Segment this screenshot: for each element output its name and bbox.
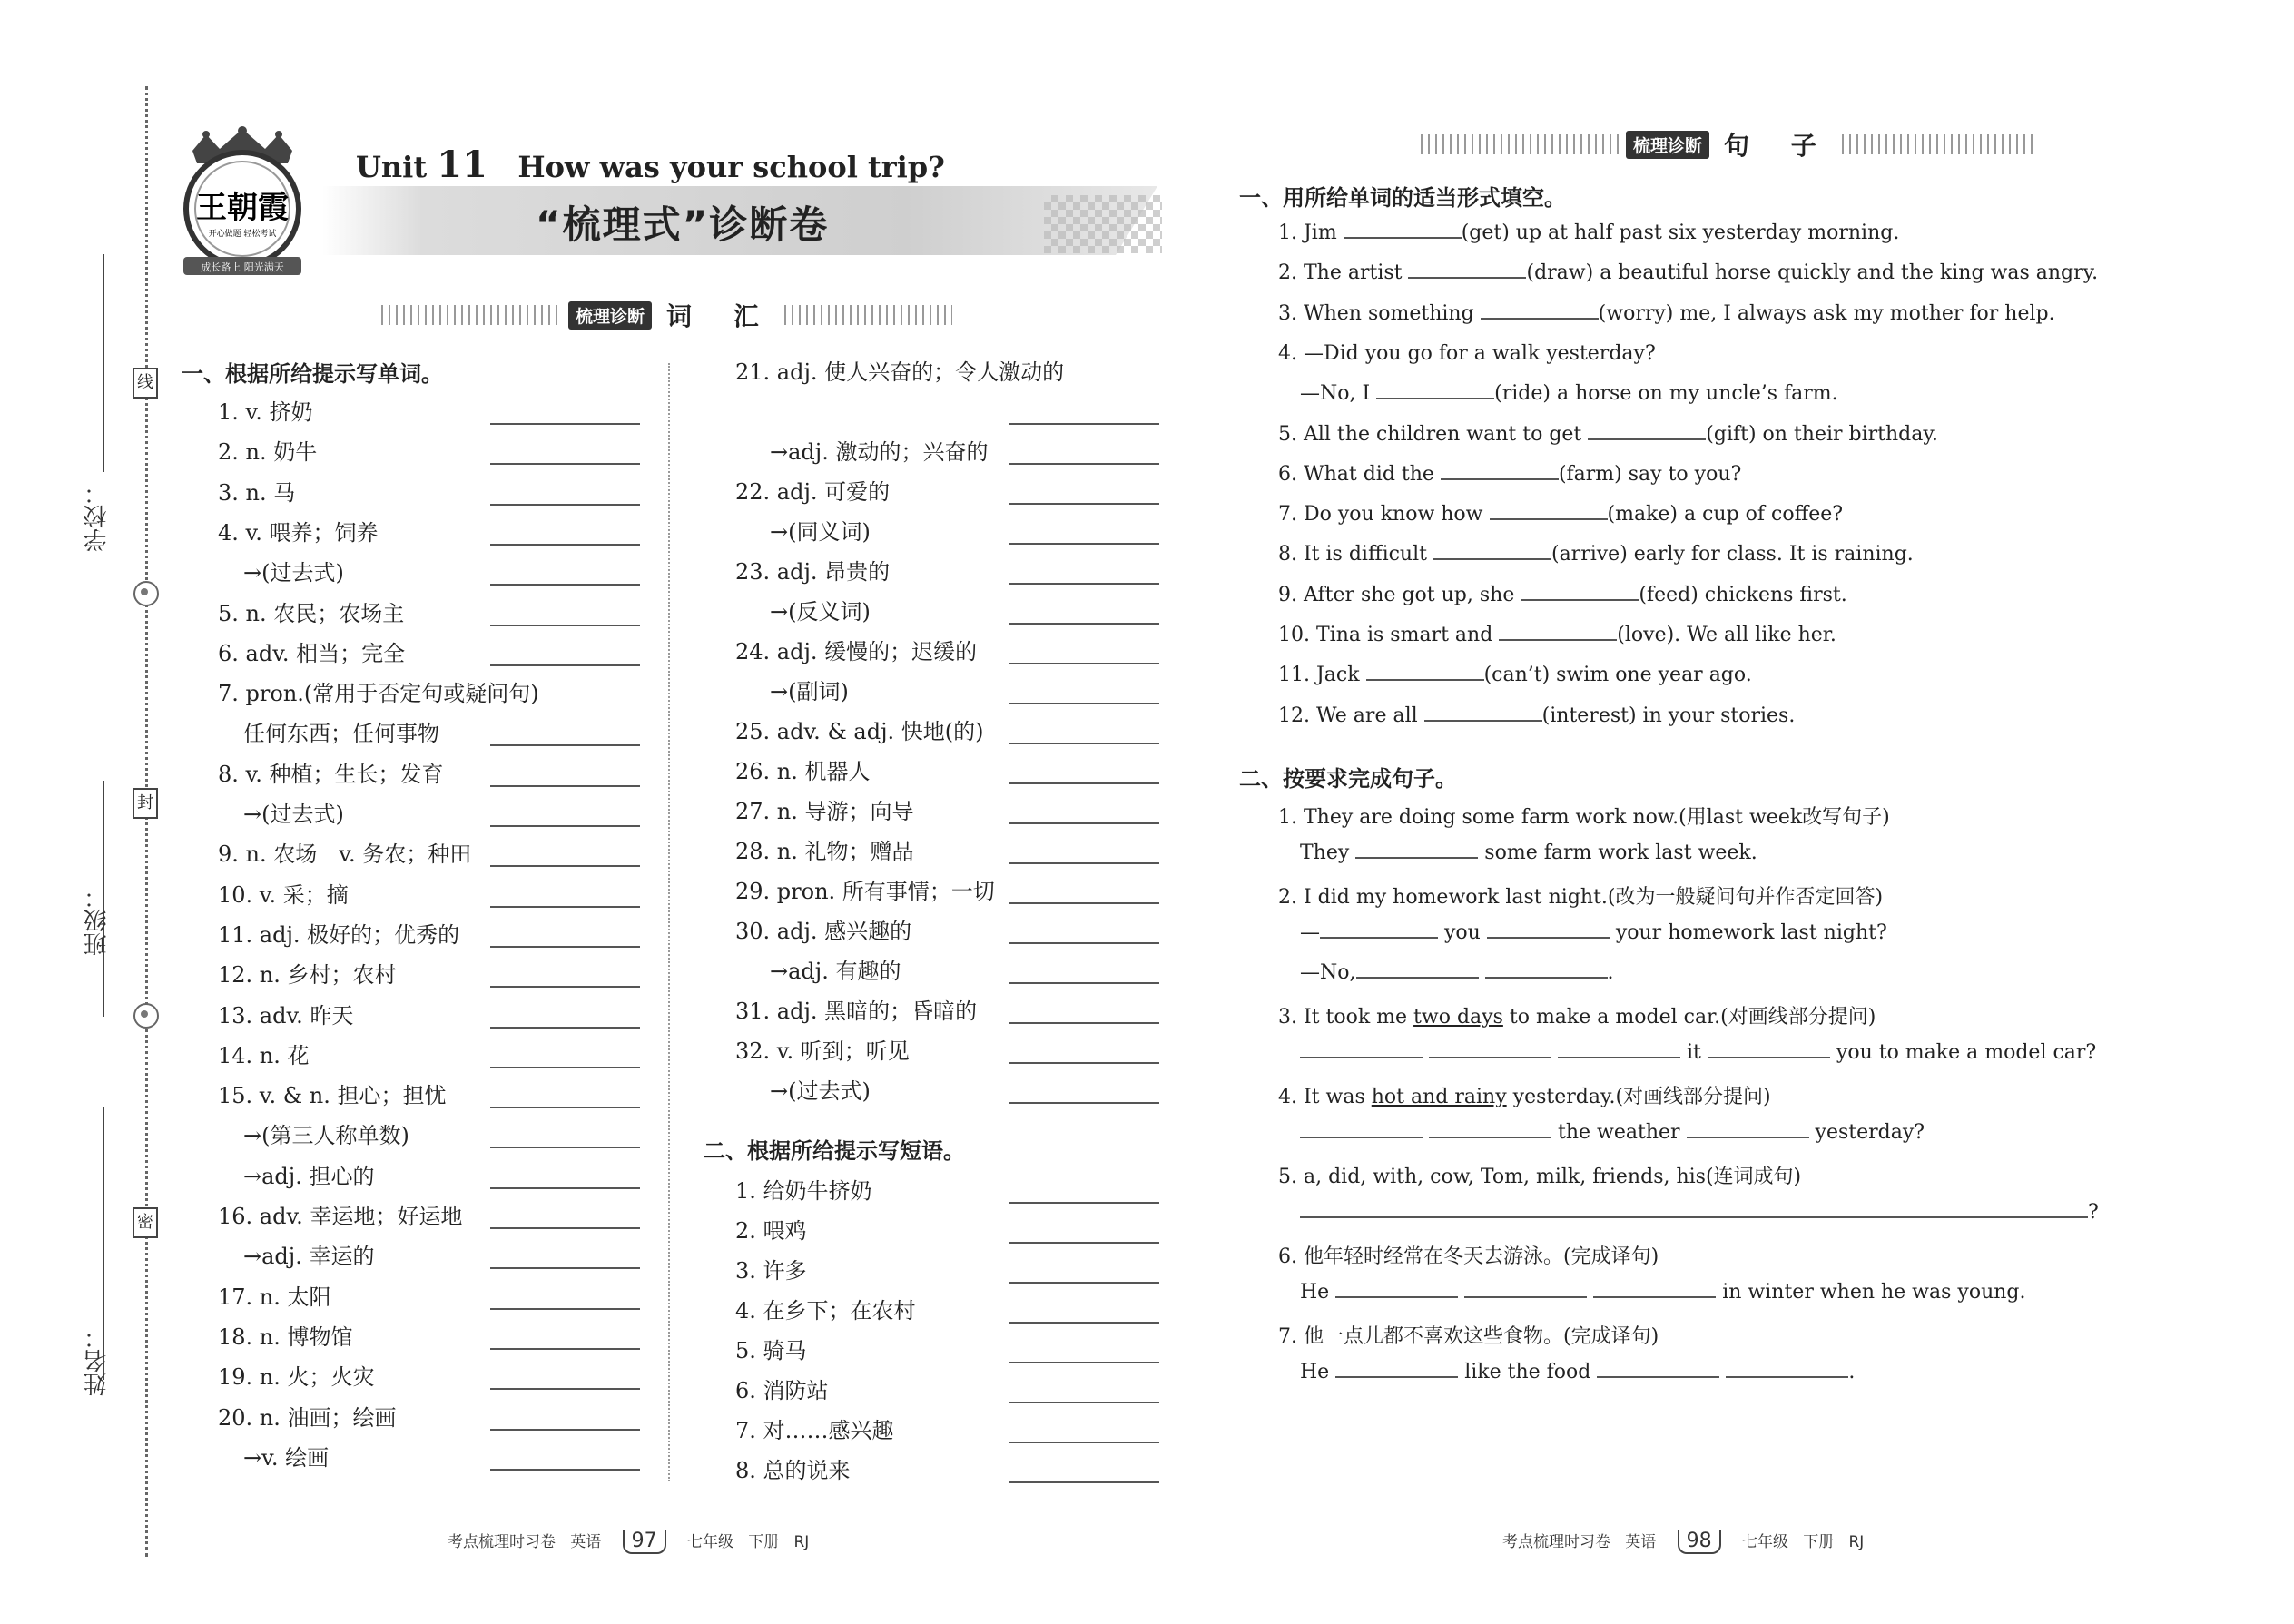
- answer-line[interactable]: [490, 1429, 640, 1431]
- answer-line[interactable]: [490, 946, 640, 948]
- q4-answer-end: yesterday?: [1815, 1121, 1925, 1144]
- answer-line[interactable]: [490, 1147, 640, 1148]
- answer-line[interactable]: [1009, 822, 1159, 824]
- answer-line[interactable]: [1009, 1442, 1159, 1443]
- fill-sentence: [1278, 221, 1899, 244]
- answer-blank[interactable]: [1355, 856, 1478, 859]
- answer-line[interactable]: [490, 584, 640, 586]
- answer-line[interactable]: [1009, 503, 1159, 505]
- footer-subject: 英语: [570, 1533, 602, 1551]
- answer-blank[interactable]: [1335, 1375, 1458, 1378]
- vocab-item-label: 6. adv. 相当；完全: [218, 640, 406, 666]
- section-title: 句 子: [1724, 131, 1833, 161]
- word-hint: (gift) on their birthday.: [1706, 422, 1938, 446]
- vocab-item-label: 16. adv. 幸运地；好运地: [218, 1204, 463, 1229]
- vocab-item-label: →adj. 有趣的: [770, 959, 901, 984]
- q7-answer-row: [1300, 1361, 1855, 1383]
- q3-prompt-end: to make a model car.(对画线部分提问): [1502, 1006, 1876, 1029]
- stripes-decoration: [381, 305, 563, 325]
- answer-line[interactable]: [1009, 543, 1159, 545]
- word-hint: (get) up at half past six yesterday morning.: [1461, 221, 1900, 244]
- vocab-item-label: →adj. 幸运的: [243, 1244, 375, 1270]
- vocab-item-label: 23. adj. 昂贵的: [735, 559, 891, 585]
- vocab-section-header: [381, 300, 952, 330]
- word-hint: (make) a cup of coffee?: [1607, 503, 1844, 527]
- answer-line[interactable]: [490, 906, 640, 908]
- binding-dotted-line: [145, 86, 148, 1557]
- answer-line[interactable]: [1009, 1481, 1159, 1483]
- footer-grade: 七年级: [687, 1533, 734, 1551]
- fill-sentence: [1278, 584, 1847, 606]
- answer-blank[interactable]: [1490, 517, 1608, 520]
- sentence-start: 6. What did the: [1278, 462, 1434, 486]
- q5-answer-row: [1300, 1201, 2099, 1224]
- answer-line[interactable]: [1009, 1022, 1159, 1024]
- fill-sentence: [1278, 463, 1741, 486]
- q2-prompt: 2. I did my homework last night.(改为一般疑问句并作否定回答): [1278, 886, 1884, 909]
- vocab-item-label: →adj. 激动的；兴奋的: [770, 439, 989, 465]
- footer-edition: RJ: [1848, 1533, 1865, 1551]
- word-hint: (interest) in your stories.: [1541, 704, 1796, 727]
- answer-line[interactable]: [490, 785, 640, 787]
- q4-underlined: hot and rainy: [1371, 1086, 1507, 1108]
- sentence-start: 12. We are all: [1278, 704, 1418, 727]
- sentence-start: 9. After she got up, she: [1278, 583, 1515, 606]
- answer-blank[interactable]: [1499, 638, 1617, 641]
- binding-hole: [133, 1003, 159, 1029]
- fill-sentence: [1300, 382, 1838, 405]
- fill-sentence: [1278, 503, 1843, 526]
- word-hint: (farm) say to you?: [1558, 462, 1742, 486]
- answer-blank[interactable]: [1408, 276, 1526, 279]
- class-label: 班级：: [84, 885, 111, 956]
- answer-line[interactable]: [490, 1227, 640, 1229]
- vocab-item-label: 7. pron.(常用于否定句或疑问句): [218, 681, 539, 707]
- answer-line[interactable]: [1009, 1202, 1159, 1204]
- section-title: 词 汇: [666, 301, 775, 331]
- phrase-item-label: 2. 喂鸡: [735, 1218, 807, 1244]
- answer-blank[interactable]: [1366, 678, 1484, 681]
- unit-prefix: Unit: [356, 150, 428, 184]
- q2-no: —No,: [1300, 961, 1356, 984]
- vocab-item-label: 25. adv. & adj. 快地(的): [735, 719, 984, 744]
- sentence-start: 7. Do you know how: [1278, 503, 1483, 527]
- vocab-item-label: 8. v. 种植；生长；发育: [218, 761, 444, 787]
- vocab-item-label: 22. adj. 可爱的: [735, 479, 891, 505]
- stripes-decoration: [784, 305, 952, 325]
- answer-line[interactable]: [1009, 583, 1159, 585]
- period: .: [1607, 961, 1614, 984]
- sentence-start: 8. It is difficult: [1278, 543, 1427, 566]
- answer-line[interactable]: [490, 1027, 640, 1029]
- page-number: 98: [1678, 1530, 1721, 1554]
- answer-line[interactable]: [490, 865, 640, 867]
- vocab-item-label: 13. adv. 昨天: [218, 1002, 354, 1029]
- sentence-part2-heading: 二、按要求完成句子。: [1239, 766, 1457, 792]
- page-title: “梳理式”诊断卷: [536, 202, 830, 247]
- answer-line[interactable]: [490, 1187, 640, 1189]
- answer-line[interactable]: [490, 504, 640, 506]
- answer-line[interactable]: [1009, 902, 1159, 904]
- answer-line[interactable]: [1009, 1242, 1159, 1244]
- answer-blank[interactable]: [1429, 1136, 1551, 1138]
- q1-answer-start: They: [1300, 842, 1350, 864]
- answer-blank[interactable]: [1300, 1216, 2088, 1218]
- fill-sentence: [1278, 704, 1795, 727]
- vocab-item-label: 29. pron. 所有事情；一切: [735, 879, 995, 904]
- answer-blank[interactable]: [1433, 557, 1551, 560]
- vocab-item-label: 4. v. 喂养；饲养: [218, 519, 379, 546]
- fill-sentence: [1278, 423, 1938, 446]
- q5-prompt: 5. a, did, with, cow, Tom, milk, friends, his(连词成句): [1278, 1166, 1802, 1188]
- answer-line[interactable]: [490, 1308, 640, 1310]
- answer-blank[interactable]: [1558, 1056, 1680, 1058]
- answer-line[interactable]: [1009, 743, 1159, 744]
- answer-line[interactable]: [1009, 1282, 1159, 1284]
- word-hint: (arrive) early for class. It is raining.: [1551, 543, 1914, 566]
- q6-answer-end: in winter when he was young.: [1722, 1281, 2026, 1304]
- vocab-item-label: 19. n. 火；火灾: [218, 1364, 375, 1391]
- answer-blank[interactable]: [1521, 598, 1639, 601]
- vocab-item-label: 1. v. 挤奶: [218, 399, 313, 425]
- q6-answer-row: [1300, 1281, 2026, 1304]
- answer-blank[interactable]: [1481, 317, 1599, 320]
- bind-char-xian: 线: [133, 368, 158, 399]
- answer-line[interactable]: [1009, 1362, 1159, 1363]
- answer-blank[interactable]: [1464, 1295, 1587, 1298]
- footer-grade: 七年级: [1742, 1533, 1789, 1551]
- q2-answer-row2: [1300, 961, 1614, 984]
- answer-blank[interactable]: [1597, 1375, 1719, 1378]
- q3-answer-end: you to make a model car?: [1836, 1041, 2097, 1064]
- q6-prompt: 6. 他年轻时经常在冬天去游泳。(完成译句): [1278, 1245, 1659, 1268]
- q3-prompt: [1278, 1001, 1876, 1029]
- answer-line[interactable]: [490, 664, 640, 666]
- footer-series: 考点梳理时习卷: [448, 1533, 556, 1551]
- vocab-part2-heading: 二、根据所给提示写短语。: [704, 1138, 965, 1164]
- vocab-item-label: 14. n. 花: [218, 1042, 310, 1068]
- answer-blank[interactable]: [1726, 1375, 1848, 1378]
- answer-blank[interactable]: [1487, 936, 1610, 939]
- answer-line[interactable]: [490, 1267, 640, 1269]
- footer-subject: 英语: [1625, 1533, 1657, 1551]
- footer-edition: RJ: [793, 1533, 810, 1551]
- period: .: [1848, 1361, 1856, 1383]
- word-hint: (can’t) swim one year ago.: [1483, 664, 1752, 687]
- unit-number: 11: [437, 143, 487, 186]
- answer-blank[interactable]: [1376, 397, 1494, 399]
- logo-name: 王朝霞: [196, 190, 289, 226]
- vocab-item-label: 9. n. 农场 v. 务农；种田: [218, 842, 472, 868]
- sentence-start: 10. Tina is smart and: [1278, 624, 1493, 646]
- answer-line[interactable]: [1009, 703, 1159, 704]
- vocab-item-label: →adj. 担心的: [243, 1163, 375, 1189]
- vocab-item-label: 21. adj. 使人兴奋的；令人激动的: [735, 359, 1065, 385]
- vocab-item-label: 15. v. & n. 担心；担忧: [218, 1083, 447, 1109]
- answer-line[interactable]: [1009, 623, 1159, 625]
- phrase-item-label: 1. 给奶牛挤奶: [735, 1178, 872, 1204]
- word-hint: (worry) me, I always ask my mother for help.: [1598, 301, 2055, 325]
- vocab-item-label: 2. n. 奶牛: [218, 439, 318, 466]
- answer-line[interactable]: [490, 1107, 640, 1108]
- fill-sentence: [1278, 261, 2098, 284]
- word-hint: (ride) a horse on my uncle’s farm.: [1494, 382, 1838, 406]
- school-line: [103, 254, 104, 472]
- school-label: 学校：: [84, 481, 111, 552]
- sentence-start: 4. —Did you go for a walk yesterday?: [1278, 341, 1656, 365]
- vocab-item-label: 3. n. 马: [218, 479, 296, 506]
- logo-tagline: 开心做题 轻松考试: [208, 230, 277, 239]
- vocab-item-label: →(反义词): [770, 599, 871, 625]
- q1-prompt: 1. They are doing some farm work now.(用last week改写句子): [1278, 806, 1890, 829]
- sentence-start: 11. Jack: [1278, 664, 1360, 687]
- q3-mid-word: it: [1687, 1041, 1701, 1064]
- logo-ribbon: 成长路上 阳光满天: [201, 261, 284, 273]
- binding-hole: [133, 581, 159, 606]
- word-hint: (draw) a beautiful horse quickly and the king was angry.: [1526, 261, 2099, 285]
- sentence-start: 2. The artist: [1278, 261, 1403, 285]
- question-mark: ?: [2088, 1201, 2099, 1224]
- answer-blank[interactable]: [1708, 1056, 1830, 1058]
- vocab-item-label: 26. n. 机器人: [735, 759, 871, 784]
- vocab-item-label: →(第三人称单数): [243, 1123, 409, 1149]
- answer-line[interactable]: [490, 544, 640, 546]
- vocab-item-label: 11. adj. 极好的；优秀的: [218, 921, 460, 948]
- bind-char-mi: 密: [133, 1207, 158, 1238]
- phrase-item-label: 5. 骑马: [735, 1338, 807, 1363]
- answer-line[interactable]: [1009, 423, 1159, 425]
- vocab-item-label: →(过去式): [770, 1078, 871, 1104]
- answer-line[interactable]: [490, 1067, 640, 1068]
- vocab-item-label: →(过去式): [243, 560, 344, 586]
- answer-line[interactable]: [490, 825, 640, 827]
- footer-volume: 下册: [1803, 1533, 1835, 1551]
- answer-blank[interactable]: [1441, 477, 1559, 480]
- fill-sentence: [1278, 342, 1656, 365]
- q1-answer-end: some farm work last week.: [1484, 842, 1757, 864]
- answer-blank[interactable]: [1356, 976, 1479, 979]
- answer-line[interactable]: [490, 1469, 640, 1471]
- vocab-item-label: 任何东西；任何事物: [243, 721, 439, 747]
- phrase-item-label: 3. 许多: [735, 1258, 807, 1284]
- answer-line[interactable]: [1009, 663, 1159, 664]
- vocab-item-label: 20. n. 油画；绘画: [218, 1404, 397, 1431]
- footer-right: [1502, 1529, 1864, 1554]
- footer-left: [448, 1529, 809, 1554]
- footer-series: 考点梳理时习卷: [1502, 1533, 1610, 1551]
- unit-name: How was your school trip?: [517, 150, 945, 184]
- answer-line[interactable]: [490, 423, 640, 425]
- answer-line[interactable]: [490, 986, 640, 988]
- sentence-start: 3. When something: [1278, 301, 1474, 325]
- section-tag: 梳理诊断: [1626, 131, 1709, 159]
- q3-prompt-start: 3. It took me: [1278, 1006, 1414, 1029]
- q3-underlined: two days: [1413, 1006, 1503, 1029]
- answer-blank[interactable]: [1335, 1295, 1458, 1298]
- q4-mid-word: the weather: [1558, 1121, 1680, 1144]
- banner-checker-pattern: [1044, 195, 1162, 253]
- fill-sentence: [1278, 543, 1914, 566]
- brand-logo: [165, 125, 320, 280]
- bind-char-feng: 封: [133, 788, 158, 819]
- answer-line[interactable]: [490, 744, 640, 746]
- unit-title: [356, 143, 945, 186]
- answer-line[interactable]: [1009, 782, 1159, 784]
- sentence-start: —No, I: [1300, 382, 1371, 406]
- vocab-item-label: 5. n. 农民；农场主: [218, 600, 405, 626]
- answer-line[interactable]: [1009, 1062, 1159, 1064]
- answer-blank[interactable]: [1344, 236, 1462, 239]
- answer-blank[interactable]: [1588, 438, 1706, 440]
- vocab-item-label: →(同义词): [770, 519, 871, 545]
- phrase-item-label: 8. 总的说来: [735, 1458, 851, 1483]
- name-label: 姓名：: [84, 1325, 111, 1396]
- answer-line[interactable]: [1009, 942, 1159, 944]
- q4-prompt-end: yesterday.(对画线部分提问): [1506, 1086, 1771, 1108]
- stripes-decoration: [1421, 134, 1620, 154]
- fill-sentence: [1278, 664, 1752, 686]
- answer-blank[interactable]: [1300, 1056, 1423, 1058]
- q1-answer-row: [1300, 842, 1757, 864]
- page-number: 97: [623, 1530, 666, 1554]
- dash: —: [1300, 921, 1320, 944]
- answer-line[interactable]: [1009, 1402, 1159, 1403]
- q4-prompt: [1278, 1081, 1771, 1109]
- word-hint: (love). We all like her.: [1617, 624, 1836, 646]
- answer-line[interactable]: [490, 625, 640, 626]
- answer-blank[interactable]: [1593, 1295, 1716, 1298]
- vocab-item-label: 31. adj. 黑暗的；昏暗的: [735, 999, 978, 1024]
- answer-blank[interactable]: [1485, 976, 1608, 979]
- vocab-part1-heading: 一、根据所给提示写单词。: [182, 361, 443, 387]
- section-tag: 梳理诊断: [568, 301, 652, 330]
- vocab-item-label: 17. n. 太阳: [218, 1284, 331, 1310]
- vocab-item-label: 32. v. 听到；听见: [735, 1038, 910, 1064]
- answer-line[interactable]: [490, 463, 640, 465]
- answer-line[interactable]: [1009, 463, 1159, 465]
- sentence-start: 5. All the children want to get: [1278, 422, 1582, 446]
- vocab-item-label: 12. n. 乡村；农村: [218, 962, 397, 989]
- sentence-part1-heading: 一、用所给单词的适当形式填空。: [1239, 185, 1566, 211]
- phrase-item-label: 7. 对……感兴趣: [735, 1418, 894, 1443]
- q3-answer-row: [1300, 1041, 2096, 1064]
- answer-blank[interactable]: [1320, 936, 1438, 939]
- vocab-item-label: 10. v. 采；摘: [218, 881, 349, 908]
- fill-sentence: [1278, 624, 1836, 646]
- answer-blank[interactable]: [1300, 1136, 1423, 1138]
- sentence-start: 1. Jim: [1278, 221, 1337, 244]
- q6-answer-start: He: [1300, 1281, 1330, 1304]
- vocab-item-label: →(过去式): [243, 802, 344, 827]
- vocab-item-label: 28. n. 礼物；赠品: [735, 839, 914, 864]
- answer-blank[interactable]: [1429, 1056, 1551, 1058]
- answer-line[interactable]: [1009, 1102, 1159, 1104]
- vocab-item-label: →(副词): [770, 679, 849, 704]
- q7-mid-words: like the food: [1464, 1361, 1591, 1383]
- answer-line[interactable]: [1009, 1322, 1159, 1324]
- answer-blank[interactable]: [1687, 1136, 1809, 1138]
- q7-answer-start: He: [1300, 1361, 1330, 1383]
- q7-prompt: 7. 他一点儿都不喜欢这些食物。(完成译句): [1278, 1325, 1659, 1348]
- answer-line[interactable]: [1009, 982, 1159, 984]
- phrase-item-label: 6. 消防站: [735, 1378, 829, 1403]
- answer-line[interactable]: [490, 1388, 640, 1390]
- answer-blank[interactable]: [1424, 719, 1542, 722]
- stripes-decoration: [1842, 134, 2037, 154]
- q4-answer-row: [1300, 1121, 1925, 1144]
- footer-volume: 下册: [748, 1533, 780, 1551]
- fill-sentence: [1278, 302, 2055, 325]
- q2-answer-end: your homework last night?: [1615, 921, 1887, 944]
- vocab-item-label: →v. 绘画: [243, 1444, 330, 1471]
- answer-line[interactable]: [490, 1348, 640, 1350]
- vocab-item-label: 30. adj. 感兴趣的: [735, 919, 912, 944]
- column-divider: [668, 363, 670, 1481]
- q2-answer-row1: [1300, 921, 1887, 944]
- sentence-section-header: [1421, 129, 2037, 160]
- q4-prompt-start: 4. It was: [1278, 1086, 1372, 1108]
- q2-mid-word: you: [1444, 921, 1481, 944]
- vocab-item-label: 18. n. 博物馆: [218, 1324, 353, 1350]
- vocab-item-label: 27. n. 导游；向导: [735, 799, 914, 824]
- phrase-item-label: 4. 在乡下；在农村: [735, 1298, 916, 1324]
- word-hint: (feed) chickens first.: [1639, 583, 1847, 606]
- vocab-item-label: 24. adj. 缓慢的；迟缓的: [735, 639, 978, 664]
- answer-line[interactable]: [1009, 862, 1159, 864]
